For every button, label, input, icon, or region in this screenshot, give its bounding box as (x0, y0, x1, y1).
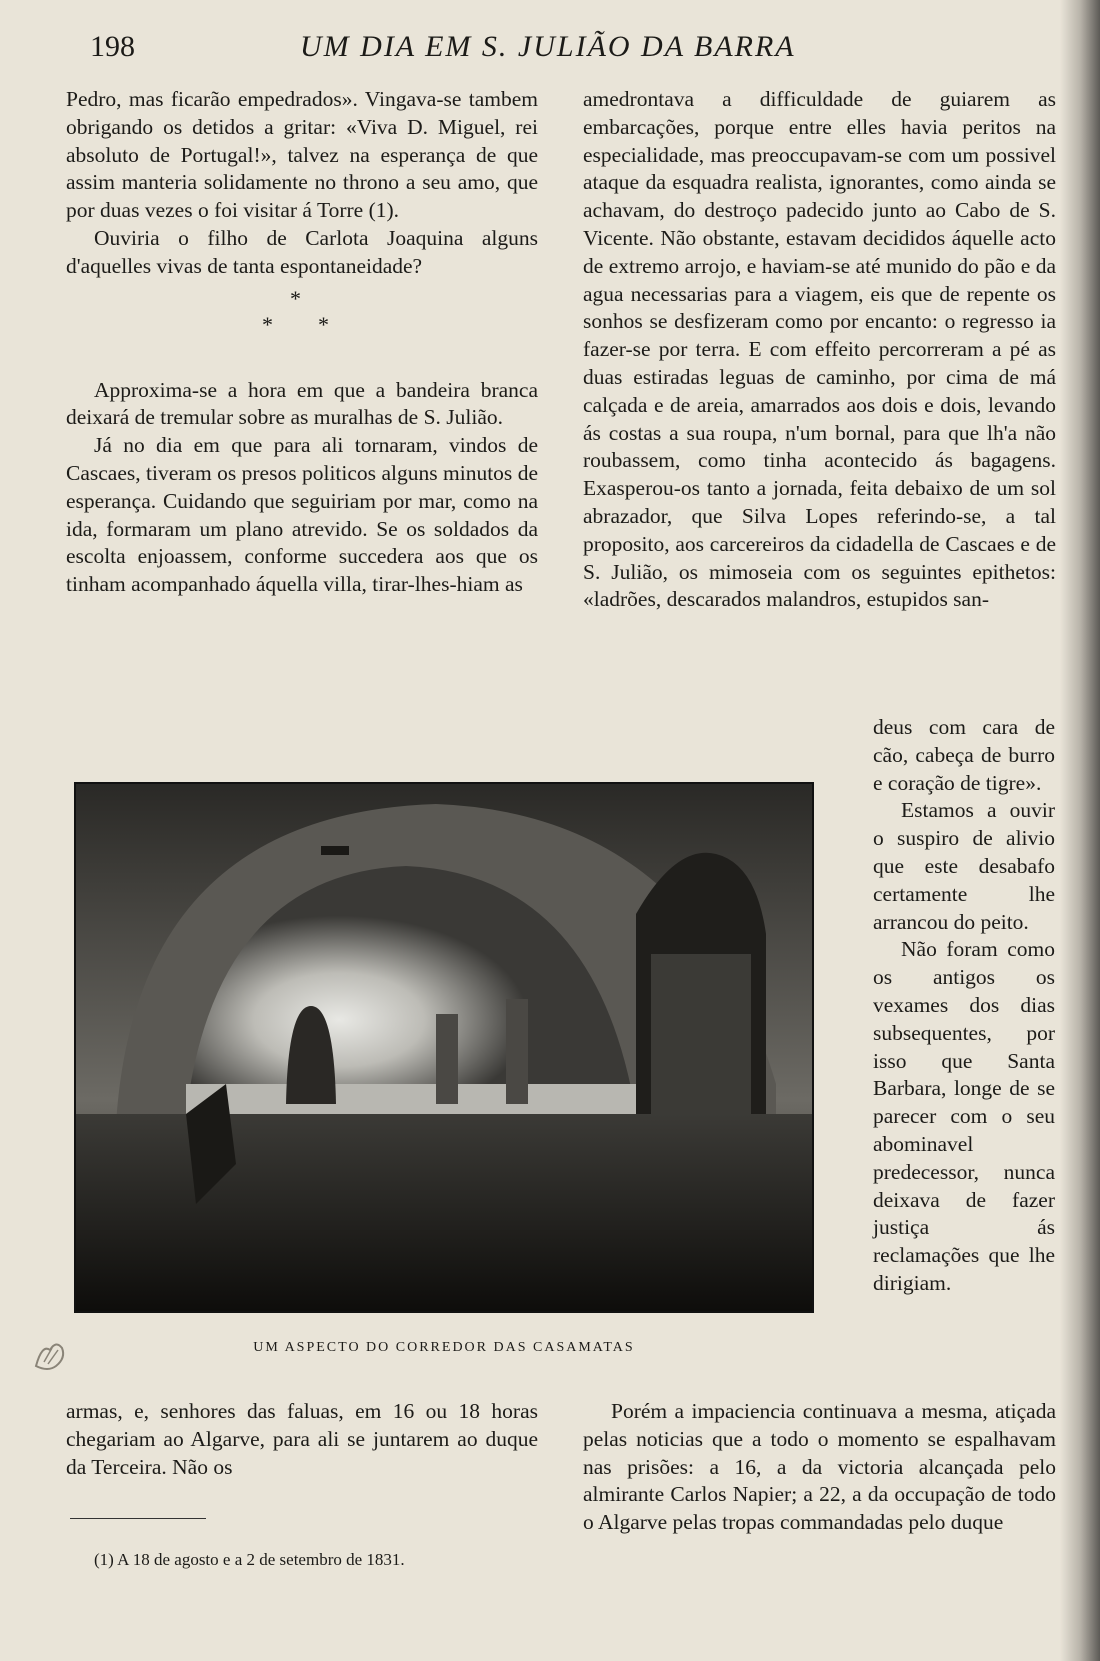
asterism-star: * (318, 311, 329, 337)
paragraph: Não foram como os antigos os vexames dos dias subsequentes, por isso que Santa Barbara, longe de se parecer com o seu abominavel predecessor, nunca deixava de fazer justiça ás reclamações que lhe dirigiam. (873, 937, 1055, 1295)
figure-caption: UM ASPECTO DO CORREDOR DAS CASAMATAS (253, 1340, 635, 1355)
ink-mark-icon (30, 1336, 70, 1376)
page-number: 198 (90, 30, 135, 63)
asterism (66, 281, 538, 377)
paragraph: deus com cara de cão, cabeça de burro e coração de tigre». (873, 715, 1055, 795)
left-column-top (66, 86, 538, 599)
running-title: UM DIA EM S. JULIÃO DA BARRA (300, 30, 796, 63)
paragraph: Ouviria o filho de Carlota Joaquina alguns d'aquelles vivas de tanta espontaneidade? (66, 225, 538, 278)
asterism-star: * (290, 285, 301, 311)
paragraph: Estamos a ouvir o suspiro de alivio que este desabafo certamente lhe arrancou do peito. (873, 798, 1055, 934)
book-gutter-shadow (1060, 0, 1100, 1661)
right-column-top (583, 86, 1056, 614)
paragraph: Pedro, mas ficarão empedrados». Vingava-se tambem obrigando os detidos a gritar: «Viva D. Miguel, rei absoluto de Portugal!», talvez na esperança de que assim manteria solidamente no throno a seu amo, que por duas vezes o foi visitar á Torre (1). (66, 87, 538, 223)
right-column-narrow (873, 714, 1055, 1298)
corridor-photograph (74, 782, 814, 1313)
right-column-bottom (583, 1398, 1056, 1537)
page-header (90, 22, 1050, 72)
footnote-divider (70, 1518, 206, 1519)
asterism-star: * (262, 311, 273, 337)
left-column-bottom (66, 1398, 538, 1481)
paragraph: Porém a impaciencia continuava a mesma, atiçada pelas noticias que a todo o momento se espalhavam nas prisões: a 16, a da victoria alcançada pelo almirante Carlos Napier; a 22, a da occupação de todo o Algarve pelas tropas commandadas pelo duque (583, 1399, 1056, 1535)
footnote: (1) A 18 de agosto e a 2 de setembro de 1831. (94, 1550, 405, 1569)
paragraph: amedrontava a difficuldade de guiarem as embarcações, porque entre elles havia peritos na especialidade, mas preoccupavam-se com um possivel ataque da esquadra realista, ignorantes, como ainda se achavam, do destroço padecido junto ao Cabo de S. Vicente. Não obstante, estavam decididos áquelle acto de extremo arrojo, e haviam-se até munido do pão e da agua necessarias para a viagem, eis que de repente os sonhos se desfizeram como por encanto: o regresso ia fazer-se por terra. E com effeito percorreram a pé as duas estiradas leguas de caminho, por cima de má calçada e de areia, amarrados aos dois e dois, levando ás costas a sua roupa, n'um bornal, para que lh'a não roubassem, como tinha acontecido ás bagagens. Exasperou-os tanto a jornada, feita debaixo de um sol abrazador, que Silva Lopes referindo-se, a tal proposito, aos carcereiros da cidadella de Cascaes e de S. Julião, os mimoseia com os seguintes epithetos: «ladrões, descarados malandros, estupidos san- (583, 87, 1056, 612)
casemate-corridor-image (76, 784, 812, 1311)
paragraph: Já no dia em que para ali tornaram, vindos de Cascaes, tiveram os presos politicos alguns minutos de esperança. Cuidando que seguiriam por mar, como na ida, formaram um plano atrevido. Se os soldados da escolta enjoassem, conforme succedera aos que os tinham acompanhado áquella villa, tirar-lhes-hiam as (66, 433, 538, 597)
paragraph: armas, e, senhores das faluas, em 16 ou 18 horas chegariam ao Algarve, para ali se juntarem ao duque da Terceira. Não os (66, 1399, 538, 1479)
paragraph: Approxima-se a hora em que a bandeira branca deixará de tremular sobre as muralhas de S. Julião. (66, 377, 538, 430)
